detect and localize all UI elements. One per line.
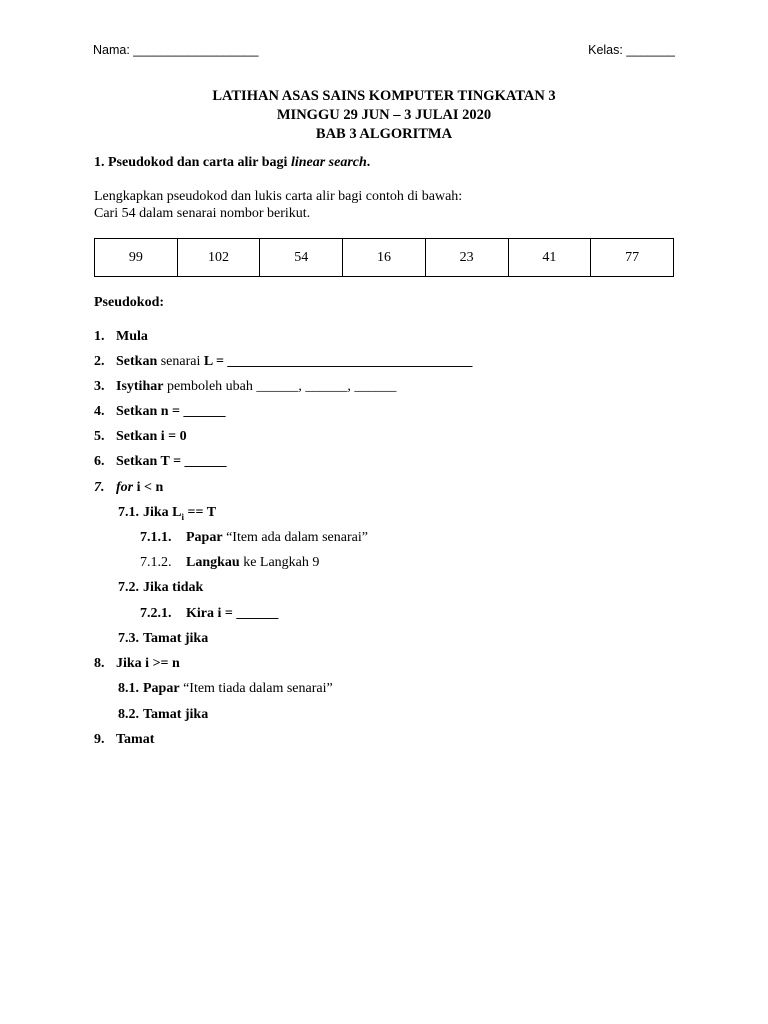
step-4: 4. Setkan n = ______ [94, 404, 226, 419]
step-3: 3. Isytihar pemboleh ubah ______, ______, ______ [94, 379, 397, 394]
step-8: 8. Jika i >= n [94, 656, 180, 671]
class-field: Kelas: _______ [588, 43, 675, 57]
step-7-2-1: 7.2.1. Kira i = ______ [140, 606, 279, 621]
instruction-line-1: Lengkapkan pseudokod dan lukis carta alir bagi contoh di bawah: [94, 189, 463, 204]
number-cell: 16 [343, 239, 426, 277]
step-7-1-1: 7.1.1. Papar “Item ada dalam senarai” [140, 530, 368, 545]
step-8-2: 8.2. Tamat jika [118, 707, 209, 722]
title-line-3: BAB 3 ALGORITMA [315, 126, 453, 142]
step-7-2: 7.2. Jika tidak [118, 580, 204, 595]
step-7-1: 7.1. Jika $L_i == T$ [118, 505, 217, 522]
question-heading: 1. Pseudokod dan carta alir bagi linear search. [94, 155, 371, 170]
step-7-3: 7.3. Tamat jika [118, 631, 209, 646]
instructions [94, 188, 462, 222]
number-list-table [94, 238, 674, 277]
title-line-2: MINGGU 29 JUN – 3 JULAI 2020 [276, 107, 492, 123]
number-cell: 23 [425, 239, 508, 277]
step-7: 7. for i < n [94, 480, 164, 495]
number-cell: 77 [591, 239, 674, 277]
step-6: 6. Setkan T = ______ [94, 454, 227, 469]
step-2: 2. Setkan senarai L = ___________________________________ [94, 354, 473, 369]
step-8-1: 8.1. Papar “Item tiada dalam senarai” [118, 681, 333, 696]
number-cell: 54 [260, 239, 343, 277]
instruction-line-2: Cari 54 dalam senarai nombor berikut. [94, 206, 311, 221]
number-cell: 99 [95, 239, 178, 277]
pseudocode-heading: Pseudokod: [94, 295, 165, 310]
number-cell: 102 [177, 239, 260, 277]
step-9: 9. Tamat [94, 732, 155, 747]
name-field: Nama: __________________ [93, 43, 259, 57]
step-5: 5. Setkan i = 0 [94, 429, 187, 444]
step-7-1-2: 7.1.2. Langkau ke Langkah 9 [140, 555, 320, 570]
worksheet-title [0, 87, 768, 144]
title-line-1: LATIHAN ASAS SAINS KOMPUTER TINGKATAN 3 [212, 88, 556, 104]
table-row [95, 239, 674, 277]
step-1: 1. Mula [94, 329, 148, 344]
number-cell: 41 [508, 239, 591, 277]
